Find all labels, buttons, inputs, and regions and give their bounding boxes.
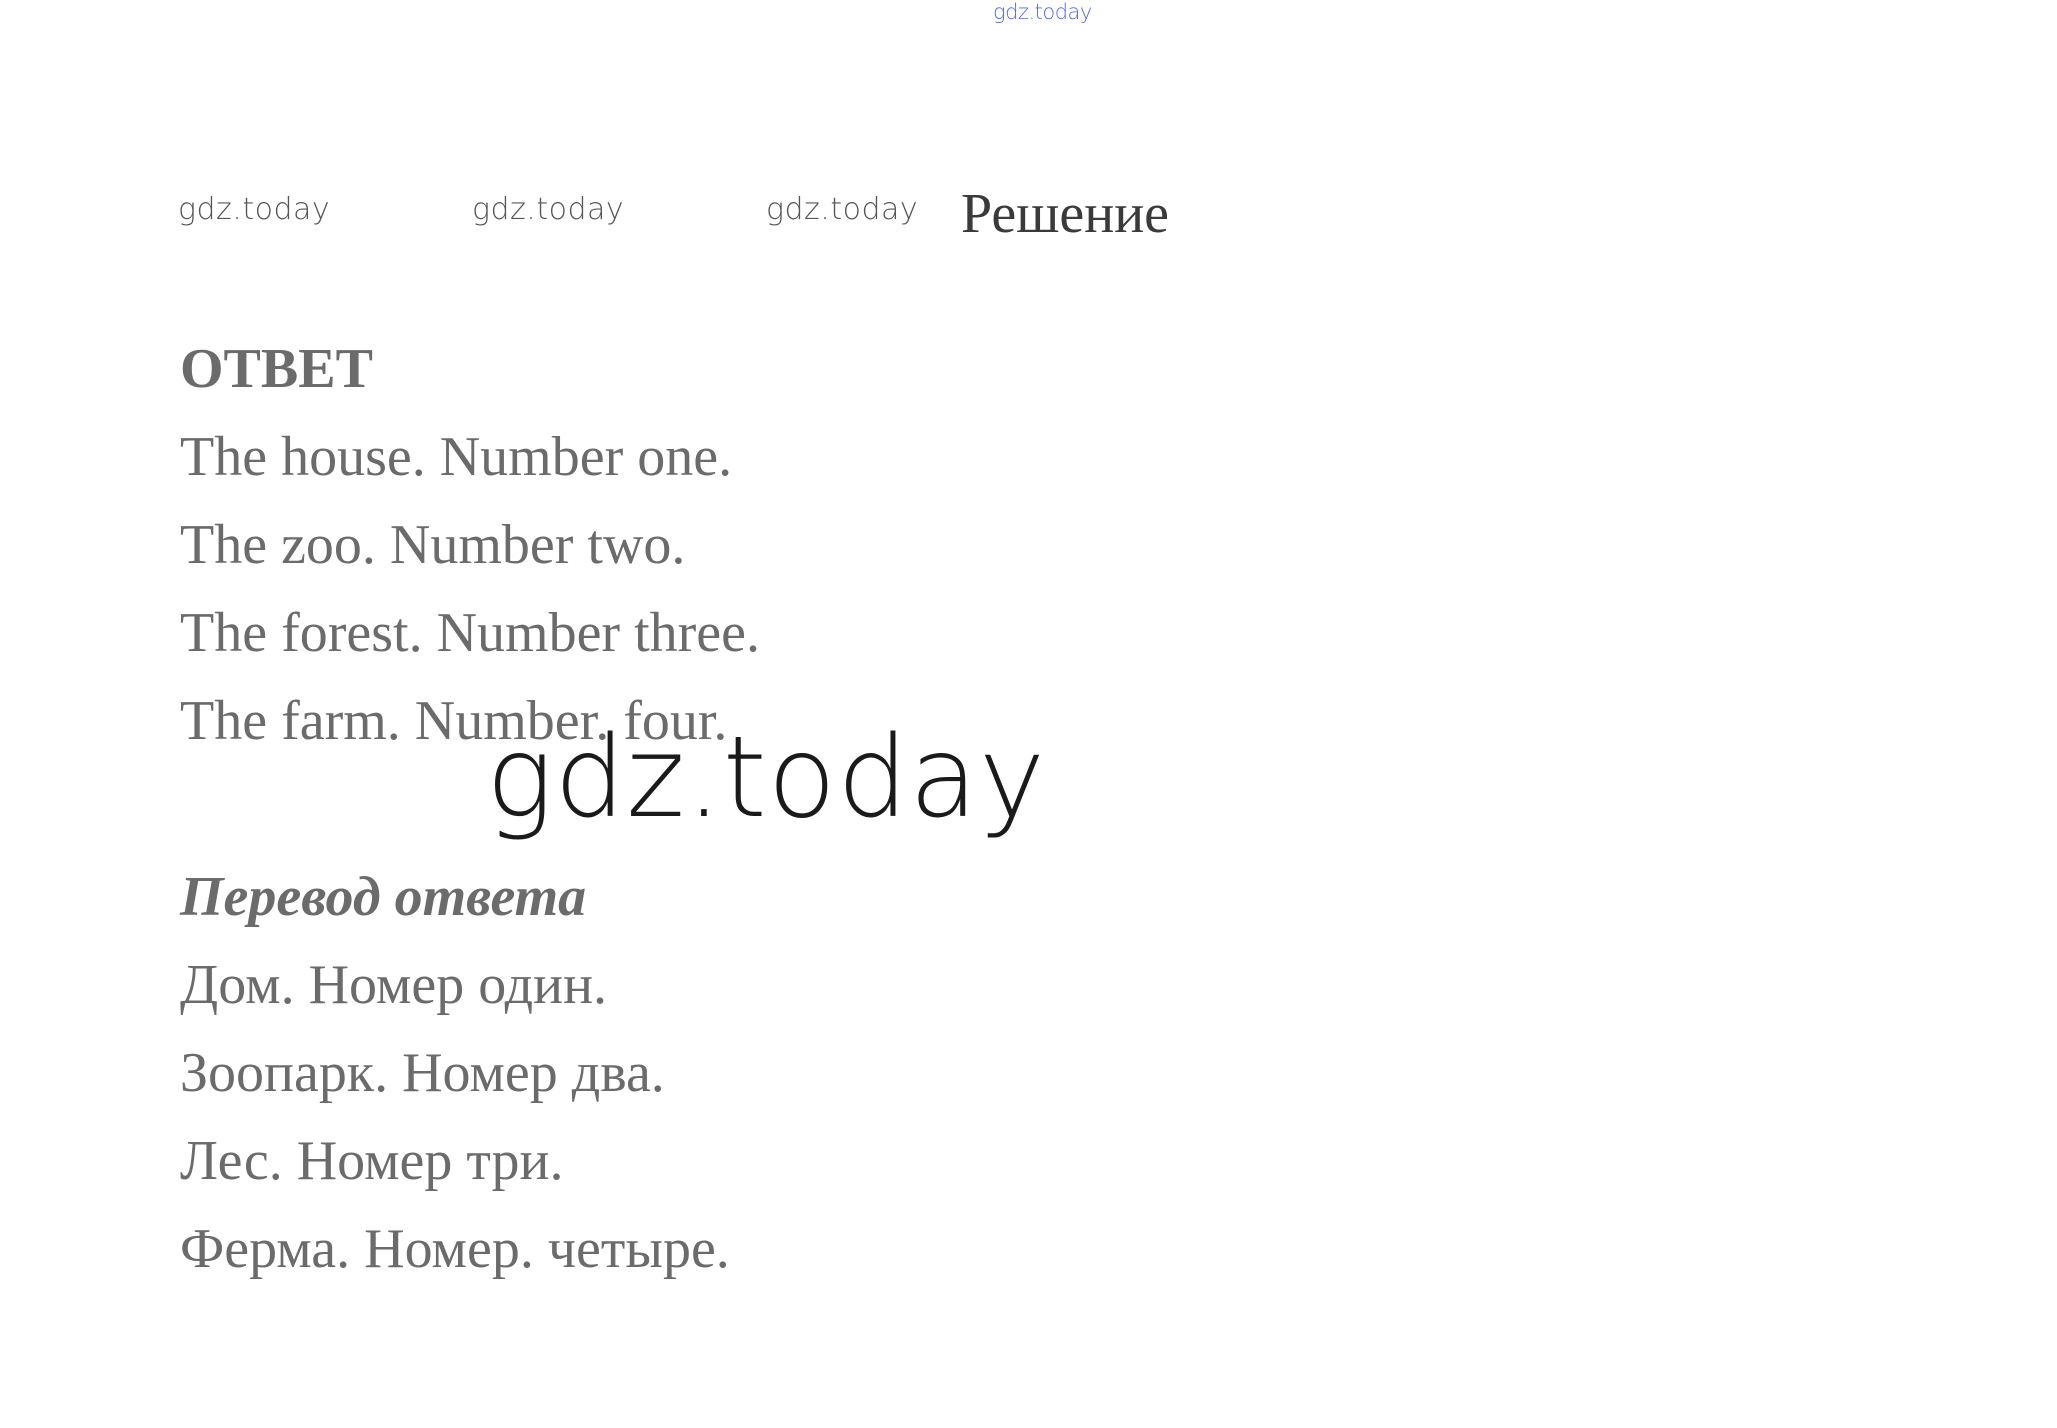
answer-line: The house. Number one. — [180, 426, 733, 488]
answer-line: The forest. Number three. — [180, 602, 760, 664]
watermark-top: gdz.today — [993, 0, 1092, 24]
translation-line: Лес. Номер три. — [180, 1130, 564, 1192]
answer-line: The farm. Number. four. — [180, 690, 728, 752]
answer-line: The zoo. Number two. — [180, 514, 686, 576]
watermark-big: gdz.today — [486, 713, 1047, 843]
translation-line: Зоопарк. Номер два. — [180, 1042, 665, 1104]
solution-title: Решение — [961, 183, 1170, 245]
watermark-row-1: gdz.today — [178, 192, 331, 227]
watermark-row-3: gdz.today — [766, 192, 919, 227]
translation-line: Дом. Номер один. — [180, 954, 608, 1016]
answer-heading: ОТВЕТ — [180, 338, 373, 400]
translation-line: Ферма. Номер. четыре. — [180, 1218, 730, 1280]
watermark-row-2: gdz.today — [472, 192, 625, 227]
translation-heading: Перевод ответа — [180, 866, 587, 928]
